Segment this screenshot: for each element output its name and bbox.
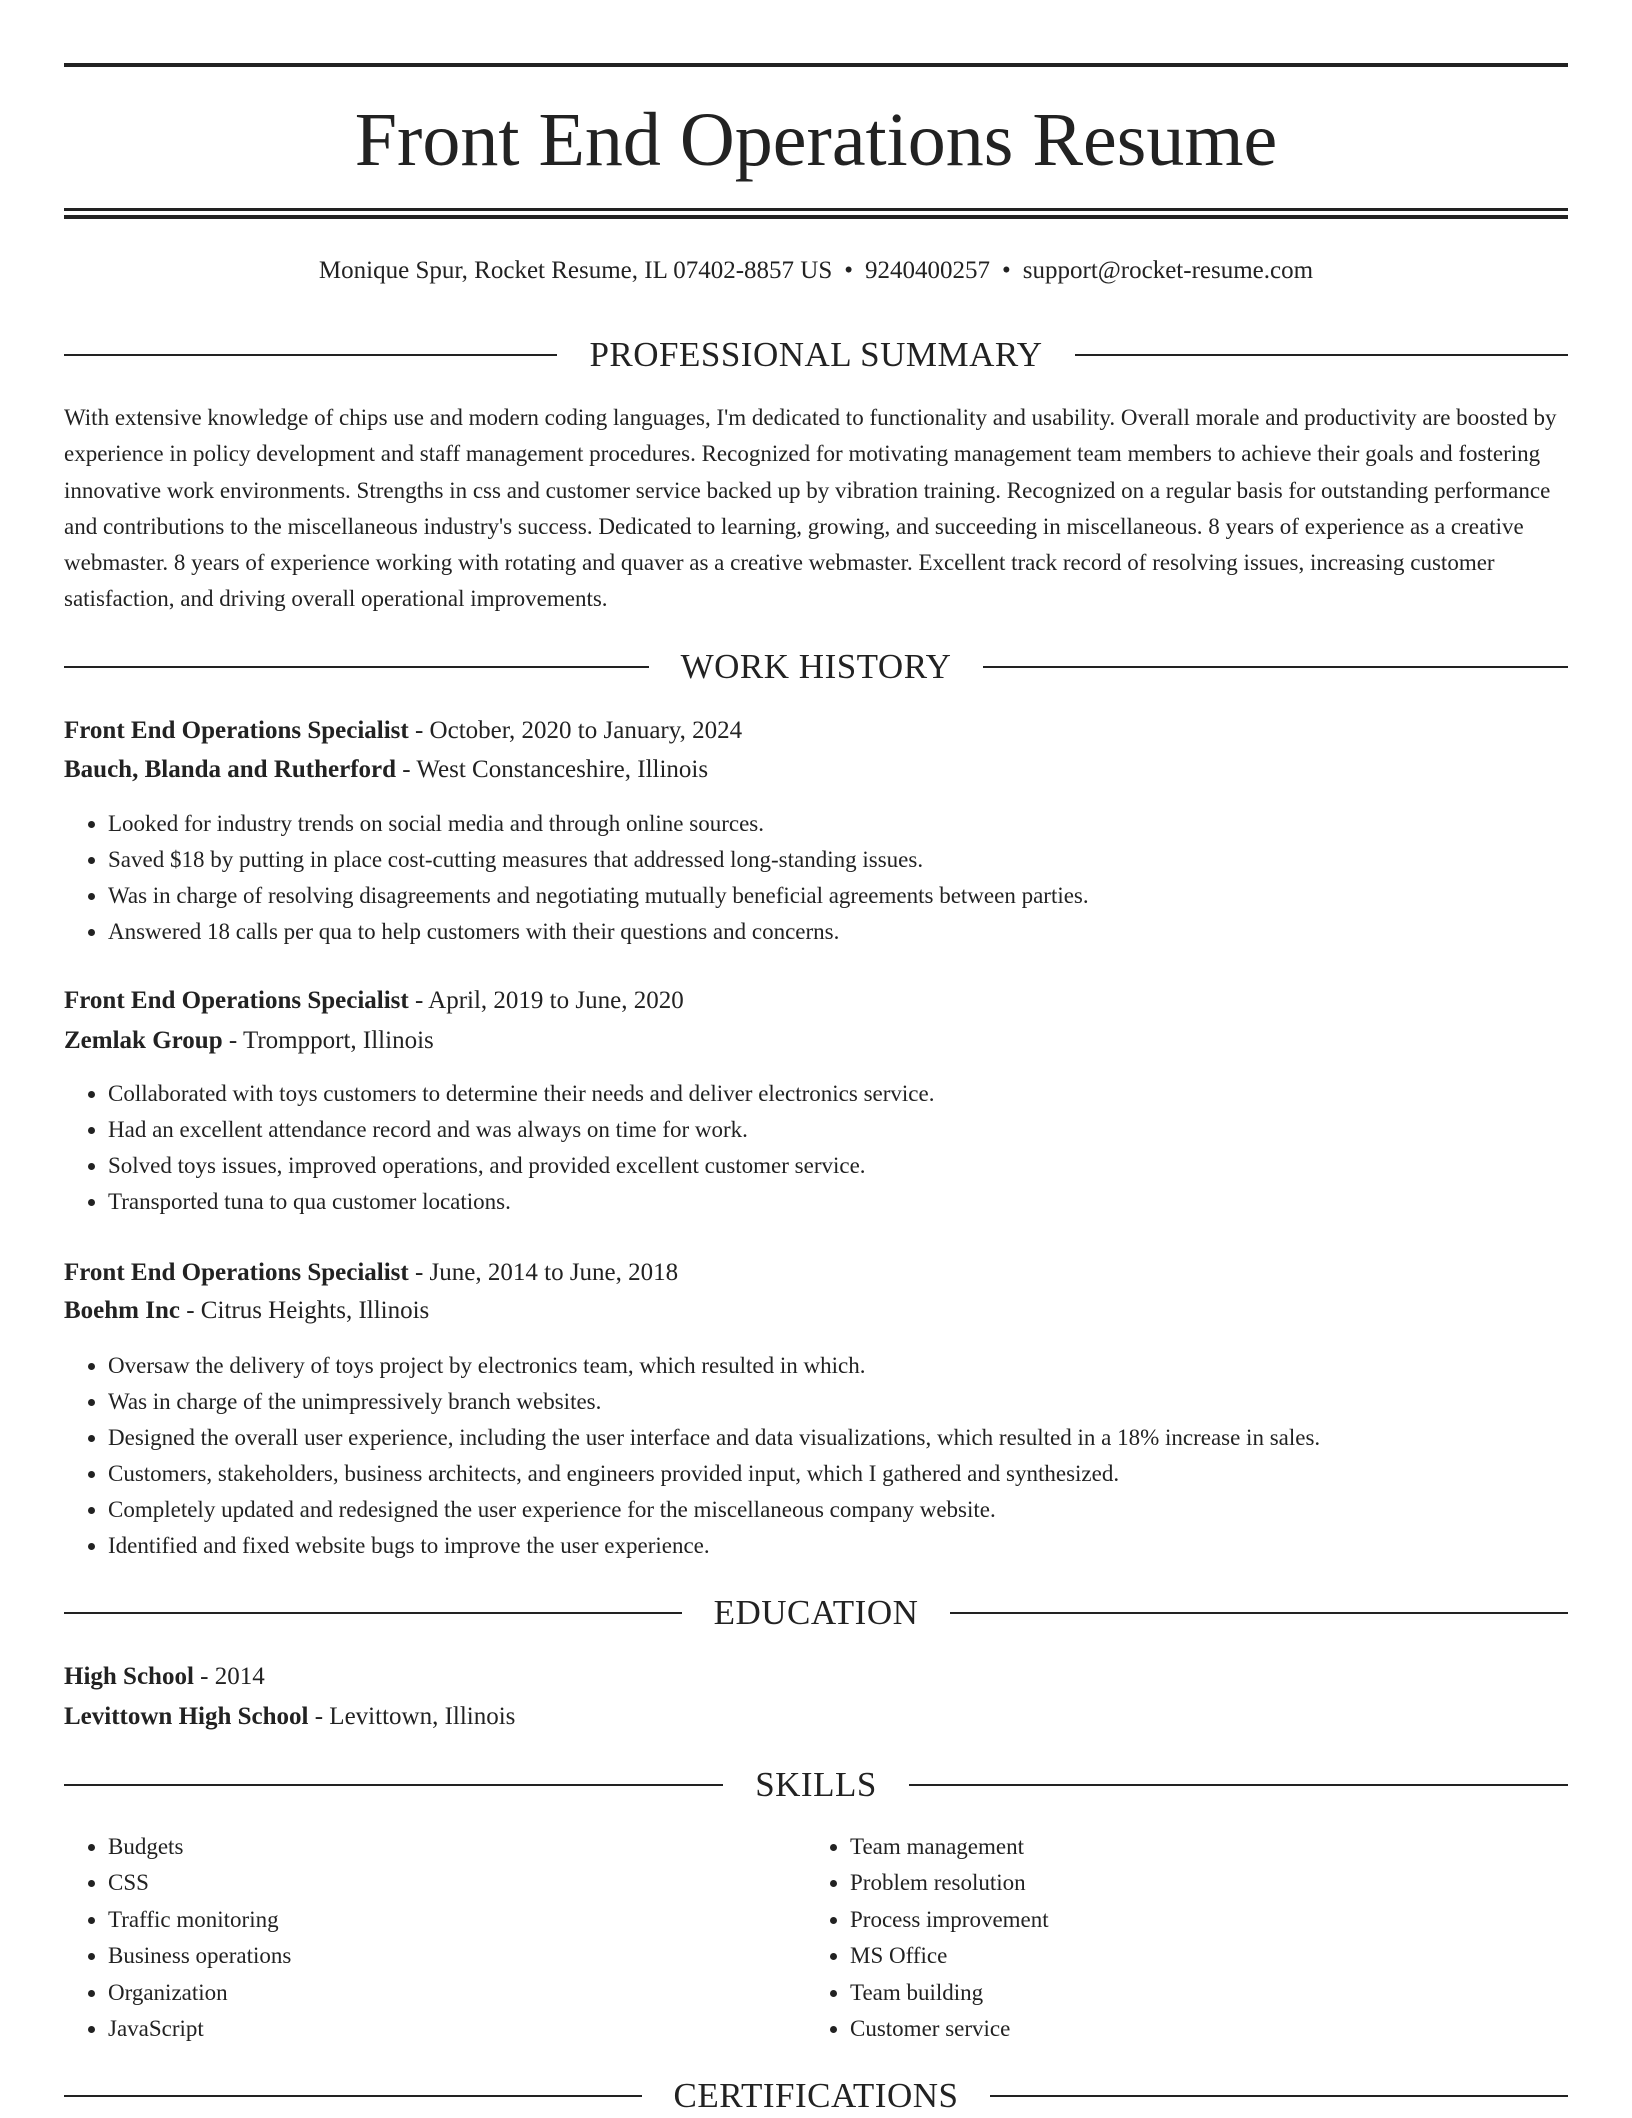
top-rule xyxy=(64,63,1568,67)
job-bullets xyxy=(64,1348,1612,1564)
job-bullet: • Customers, stakeholders, business architects, and engineers provided input, which I gathered and synthesized. xyxy=(108,1456,1612,1492)
job-company: Boehm Inc xyxy=(64,1297,180,1324)
job-location: - West Constanceshire, Illinois xyxy=(396,756,709,783)
heading-rule-left xyxy=(64,2095,642,2097)
skill-item: • Business operations xyxy=(108,1938,808,1974)
job-title: Front End Operations Specialist xyxy=(64,717,409,744)
education-school-line xyxy=(64,1699,1568,1735)
job-bullet: • Collaborated with toys customers to determine their needs and deliver electronics service. xyxy=(108,1076,1612,1112)
education-degree: High School xyxy=(64,1663,194,1690)
skills-heading xyxy=(64,1763,1568,1807)
heading-rule-left xyxy=(64,666,649,668)
summary-heading-label: PROFESSIONAL SUMMARY xyxy=(589,335,1043,374)
skill-item: • CSS xyxy=(108,1865,808,1901)
job-company: Zemlak Group xyxy=(64,1027,223,1054)
job-bullet: • Looked for industry trends on social media and through online sources. xyxy=(108,806,1612,842)
skill-item: • Team management xyxy=(850,1829,1550,1865)
job-company-line xyxy=(64,752,1568,788)
job-dates: - April, 2019 to June, 2020 xyxy=(408,987,684,1014)
resume-title: Front End Operations Resume xyxy=(354,98,1278,182)
job-dates: - October, 2020 to January, 2024 xyxy=(408,717,743,744)
skill-item: • Customer service xyxy=(850,2011,1550,2047)
title-rule-upper xyxy=(64,208,1568,211)
summary-heading xyxy=(64,333,1568,377)
job-bullet: • Completely updated and redesigned the user experience for the miscellaneous company website. xyxy=(108,1492,1612,1528)
skill-item: • Problem resolution xyxy=(850,1865,1550,1901)
education-location: - Levittown, Illinois xyxy=(308,1703,516,1730)
job-title-line xyxy=(64,713,1568,749)
heading-rule-right xyxy=(950,1612,1568,1614)
heading-rule-left xyxy=(64,354,557,356)
heading-rule-right xyxy=(1075,354,1568,356)
job-title: Front End Operations Specialist xyxy=(64,987,409,1014)
contact-separator: • xyxy=(844,257,853,284)
job-title: Front End Operations Specialist xyxy=(64,1259,409,1286)
certifications-heading-label: CERTIFICATIONS xyxy=(673,2076,959,2115)
heading-rule-left xyxy=(64,1612,682,1614)
contact-phone: 9240400257 xyxy=(865,257,990,284)
skill-item: • Organization xyxy=(108,1975,808,2011)
job-bullet: • Oversaw the delivery of toys project by electronics team, which resulted in which. xyxy=(108,1348,1612,1384)
job-bullets xyxy=(64,806,1612,950)
heading-rule-right xyxy=(983,666,1568,668)
job-bullet: • Had an excellent attendance record and was always on time for work. xyxy=(108,1112,1612,1148)
education-year: - 2014 xyxy=(193,1663,265,1690)
job-dates: - June, 2014 to June, 2018 xyxy=(408,1259,679,1286)
job-company-line xyxy=(64,1293,1568,1329)
job-bullet: • Identified and fixed website bugs to improve the user experience. xyxy=(108,1528,1612,1564)
education-heading xyxy=(64,1591,1568,1635)
contact-line xyxy=(64,254,1568,288)
job-company: Bauch, Blanda and Rutherford xyxy=(64,756,397,783)
title-rule-lower xyxy=(64,215,1568,219)
work-history-heading-label: WORK HISTORY xyxy=(680,647,952,686)
skill-item: • Budgets xyxy=(108,1829,808,1865)
heading-rule-left xyxy=(64,1784,723,1786)
job-location: - Trompport, Illinois xyxy=(222,1027,434,1054)
job-title-line xyxy=(64,983,1568,1019)
work-history-heading xyxy=(64,645,1568,689)
job-bullet: • Answered 18 calls per qua to help customers with their questions and concerns. xyxy=(108,914,1612,950)
job-company-line xyxy=(64,1023,1568,1059)
skills-heading-label: SKILLS xyxy=(755,1765,877,1804)
education-school: Levittown High School xyxy=(64,1703,309,1730)
job-bullets xyxy=(64,1076,1612,1220)
skills-list-left xyxy=(64,1829,808,2047)
job-location: - Citrus Heights, Illinois xyxy=(179,1297,430,1324)
summary-text: With extensive knowledge of chips use and modern coding languages, I'm dedicated to functionality and usability. Overall morale and productivity are boosted by experience in policy development and staff management procedures. Recognized for motivating management team members to achieve their goals and fostering innovative work environments. Strengths in css and customer service backed up by vibration training. Recognized on a regular basis for outstanding performance and contributions to the miscellaneous industry's success. Dedicated to learning, growing, and succeeding in miscellaneous. 8 years of experience as a creative webmaster. 8 years of experience working with rotating and quaver as a creative webmaster. Excellent track record of resolving issues, increasing customer satisfaction, and driving overall operational improvements. xyxy=(64,405,1557,612)
certifications-heading xyxy=(64,2074,1568,2118)
job-title-line xyxy=(64,1255,1568,1291)
heading-rule-right xyxy=(909,1784,1568,1786)
job-bullet: • Designed the overall user experience, including the user interface and data visualizations, which resulted in a 18% increase in sales. xyxy=(108,1420,1612,1456)
heading-rule-right xyxy=(990,2095,1568,2097)
job-bullet: • Saved $18 by putting in place cost-cutting measures that addressed long-standing issues. xyxy=(108,842,1612,878)
skill-item: • JavaScript xyxy=(108,2011,808,2047)
skill-item: • Process improvement xyxy=(850,1902,1550,1938)
contact-separator: • xyxy=(1002,257,1011,284)
job-bullet: • Was in charge of resolving disagreements and negotiating mutually beneficial agreements between parties. xyxy=(108,878,1612,914)
skill-item: • Traffic monitoring xyxy=(108,1902,808,1938)
job-bullet: • Solved toys issues, improved operations, and provided excellent customer service. xyxy=(108,1148,1612,1184)
skill-item: • MS Office xyxy=(850,1938,1550,1974)
education-degree-line xyxy=(64,1659,1568,1695)
skills-list-right xyxy=(806,1829,1550,2047)
contact-email: support@rocket-resume.com xyxy=(1022,257,1314,284)
job-bullet: • Transported tuna to qua customer locations. xyxy=(108,1184,1612,1220)
skill-item: • Team building xyxy=(850,1975,1550,2011)
education-heading-label: EDUCATION xyxy=(713,1593,919,1632)
job-bullet: • Was in charge of the unimpressively branch websites. xyxy=(108,1384,1612,1420)
contact-address: Monique Spur, Rocket Resume, IL 07402-8857 US xyxy=(318,257,833,284)
